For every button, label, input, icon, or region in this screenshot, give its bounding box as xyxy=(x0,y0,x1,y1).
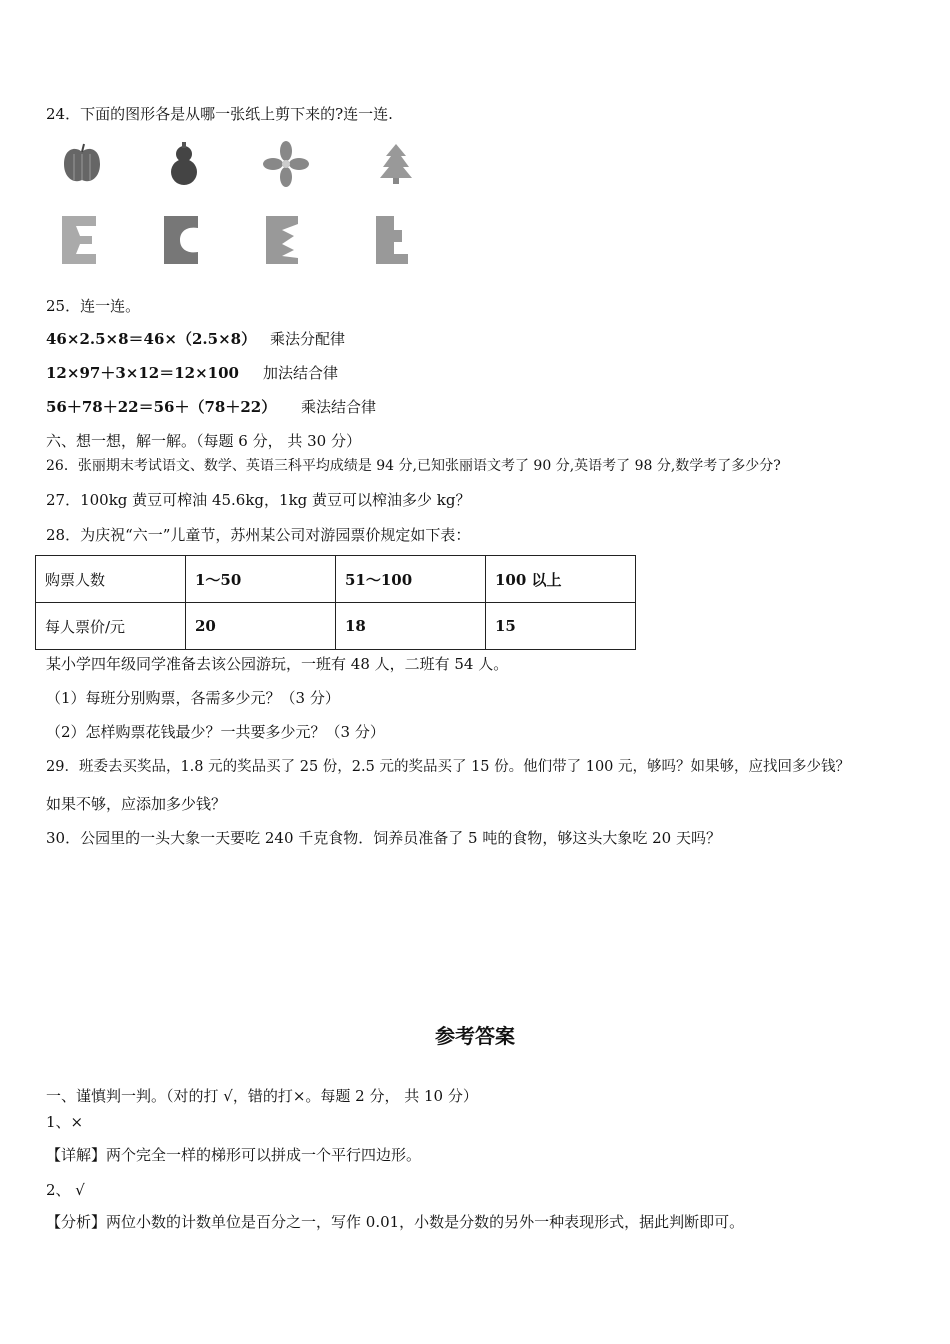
question-28-sub1: （1）每班分别购票，各需多少元？（3 分） xyxy=(46,689,340,707)
table-cell: 购票人数 xyxy=(36,556,186,603)
answer-1-detail: 【详解】两个完全一样的梯形可以拼成一个平行四边形。 xyxy=(46,1146,422,1164)
table-cell: 100 以上 xyxy=(486,556,636,603)
table-cell: 15 xyxy=(486,603,636,650)
answer-2: 2、 √ xyxy=(46,1181,85,1199)
apple-cutout-icon xyxy=(58,140,106,188)
question-29-line2: 如果不够，应添加多少钱？ xyxy=(46,795,227,813)
table-row xyxy=(36,556,636,603)
table-cell: 1～50 xyxy=(186,556,336,603)
answer-1: 1、× xyxy=(46,1113,84,1131)
paper-c-icon xyxy=(160,212,202,268)
gourd-cutout-icon xyxy=(160,140,208,188)
table-cell: 每人票价/元 xyxy=(36,603,186,650)
expression-3: 56＋78＋22＝56＋（78＋22） xyxy=(46,398,277,416)
expression-1: 46×2.5×8＝46×（2.5×8） xyxy=(46,330,257,348)
question-24: 24．下面的图形各是从哪一张纸上剪下来的?连一连. xyxy=(46,105,393,123)
paper-step-icon xyxy=(372,212,414,268)
law-3: 乘法结合律 xyxy=(301,398,377,416)
answers-section-1: 一、谨慎判一判。（对的打 √，错的打×。每题 2 分， 共 10 分） xyxy=(46,1087,478,1105)
question-28: 28．为庆祝“六一”儿童节，苏州某公司对游园票价规定如下表： xyxy=(46,526,471,544)
paper-zigzag-icon xyxy=(262,212,304,268)
table-cell: 18 xyxy=(336,603,486,650)
table-cell: 51～100 xyxy=(336,556,486,603)
table-row xyxy=(36,603,636,650)
question-30: 30．公园里的一头大象一天要吃 240 千克食物．饲养员准备了 5 吨的食物，够这头大象吃 20 天吗？ xyxy=(46,829,721,847)
question-29-line1: 29．班委去买奖品，1.8 元的奖品买了 25 份，2.5 元的奖品买了 15 份。他们带了 100 元，够吗？如果够，应找回多少钱？ xyxy=(46,759,851,775)
tree-cutout-icon xyxy=(372,140,420,188)
law-1: 乘法分配律 xyxy=(270,330,346,348)
expression-2: 12×97＋3×12＝12×100 xyxy=(46,364,239,382)
ticket-price-table xyxy=(35,555,636,650)
table-cell: 20 xyxy=(186,603,336,650)
question-27: 27．100kg 黄豆可榨油 45.6kg，1kg 黄豆可以榨油多少 kg？ xyxy=(46,491,471,509)
question-28-sub2: （2）怎样购票花钱最少？一共要多少元？（3 分） xyxy=(46,723,385,741)
question-25: 25．连一连。 xyxy=(46,297,141,315)
paper-e-icon xyxy=(58,212,100,268)
question-26: 26．张丽期末考试语文、数学、英语三科平均成绩是 94 分,已知张丽语文考了 90 分,英语考了 98 分,数学考了多少分? xyxy=(46,458,781,474)
law-2: 加法结合律 xyxy=(263,364,339,382)
section-6-heading: 六、想一想，解一解。（每题 6 分， 共 30 分） xyxy=(46,432,361,450)
question-28-context: 某小学四年级同学准备去该公园游玩，一班有 48 人，二班有 54 人。 xyxy=(46,655,509,673)
answer-2-detail: 【分析】两位小数的计数单位是百分之一，写作 0.01，小数是分数的另外一种表现形式，据此判断即可。 xyxy=(46,1213,745,1231)
flower-cutout-icon xyxy=(262,140,310,188)
answers-title: 参考答案 xyxy=(435,1024,515,1048)
